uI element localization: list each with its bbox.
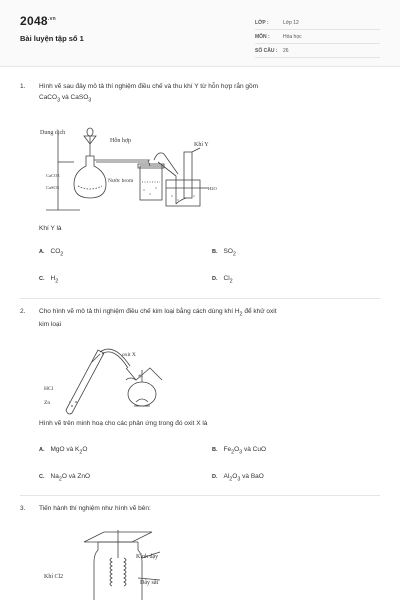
option-1a[interactable]: A. $CO_2$ xyxy=(39,248,64,258)
option-2c[interactable]: C. $Na_2O$ và ZnO xyxy=(39,473,91,483)
question-2 xyxy=(20,307,380,330)
label-h2o: H2O xyxy=(208,186,217,191)
page-title: Bài luyện tập số 1 xyxy=(20,34,84,43)
question-text: Tiến hành thí nghiệm như hình vẽ bên: xyxy=(39,505,151,512)
label-hon-hop: Hỗn hợp xyxy=(110,138,132,144)
label-kinh-day: Kính đậy xyxy=(136,554,159,560)
option-1c[interactable]: C. $H_2$ xyxy=(39,275,59,285)
label-zn: Zn xyxy=(44,400,51,406)
apparatus-figure-1 xyxy=(38,122,228,217)
divider xyxy=(20,495,380,496)
label-khi-cl2: Khí Cl2 xyxy=(44,574,64,580)
divider xyxy=(20,298,380,299)
option-2b[interactable]: B. $Fe_2O_3$ và CuO xyxy=(212,446,267,456)
label-caso3: CaSO3 xyxy=(46,185,60,190)
option-2a[interactable]: A. MgO và $K_2O$ xyxy=(39,446,88,456)
label-hcl: HCl xyxy=(44,386,54,392)
meta-row-subject: MÔN : Hóa học xyxy=(255,30,380,44)
question-2-prompt: Hình vẽ trên minh hoạ cho các phản ứng trong đó oxit X là xyxy=(39,420,208,427)
label-oxit-x: oxit X xyxy=(122,352,136,358)
option-1b[interactable]: B. $SO_2$ xyxy=(212,248,236,258)
meta-row-class: LỚP : Lớp 12 xyxy=(255,16,380,30)
option-1d[interactable]: D. $Cl_2$ xyxy=(212,275,233,285)
question-1 xyxy=(20,82,380,105)
label-dung-dich: Dung dịch xyxy=(40,130,66,136)
apparatus-figure-3 xyxy=(40,528,190,600)
question-1-prompt: Khí Y là xyxy=(39,225,62,232)
question-3 xyxy=(20,504,380,515)
question-number: 2. xyxy=(20,308,26,315)
question-number: 1. xyxy=(20,83,26,90)
label-day-sat: Dây sắt xyxy=(140,580,159,586)
question-text: CaCO$_3$ và CaSO$_3$ xyxy=(39,93,92,103)
meta-row-count: SỐ CÂU : 26 xyxy=(255,44,380,58)
question-text: Hình vẽ sau đây mô tả thí nghiệm điều chế và thu khí Y từ hỗn hợp rắn gồm xyxy=(39,83,259,90)
logo[interactable]: $2048^{.vn}$ xyxy=(20,14,57,28)
header xyxy=(0,0,400,67)
label-nuoc-brom: Nước brom xyxy=(108,178,134,184)
question-number: 3. xyxy=(20,505,26,512)
label-khi-y: Khí Y xyxy=(194,142,209,148)
question-text: Cho hình vẽ mô tả thí nghiệm điều chế kim loại bằng cách dùng khí $H_2$ để khử oxit xyxy=(39,308,277,318)
option-2d[interactable]: D. $Al_2O_3$ và BaO xyxy=(212,473,264,483)
label-caco3: CaCO3 xyxy=(46,173,60,178)
question-text: kim loại xyxy=(39,320,62,328)
exam-meta xyxy=(255,16,380,58)
apparatus-figure-2 xyxy=(40,340,180,415)
